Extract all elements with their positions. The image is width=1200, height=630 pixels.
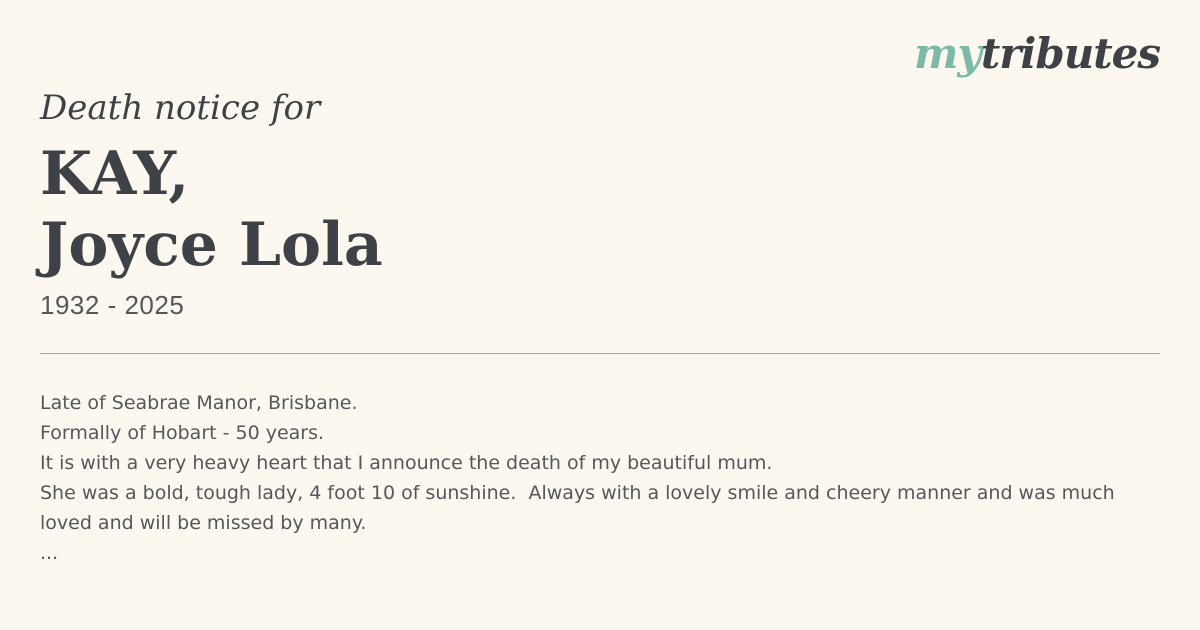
deceased-name <box>40 139 383 281</box>
notice-body <box>40 388 1160 568</box>
divider-line <box>40 353 1160 354</box>
notice-body-line: She was a bold, tough lady, 4 foot 10 of sunshine. Always with a lovely smile and cheery manner and was much loved and will be missed by many. <box>40 482 1121 534</box>
notice-type-label: Death notice for <box>40 88 321 128</box>
notice-body-line: Late of Seabrae Manor, Brisbane. <box>40 392 358 414</box>
mytributes-logo <box>913 29 1160 78</box>
life-years: 1932 - 2025 <box>40 290 185 320</box>
deceased-surname: KAY, <box>40 139 190 209</box>
logo-tributes: tributes <box>980 29 1160 78</box>
notice-body-line: ... <box>40 542 59 564</box>
notice-body-line: It is with a very heavy heart that I announce the death of my beautiful mum. <box>40 452 773 474</box>
logo-my: my <box>913 29 981 78</box>
notice-body-line: Formally of Hobart - 50 years. <box>40 422 325 444</box>
deceased-given-names: Joyce Lola <box>40 210 383 280</box>
